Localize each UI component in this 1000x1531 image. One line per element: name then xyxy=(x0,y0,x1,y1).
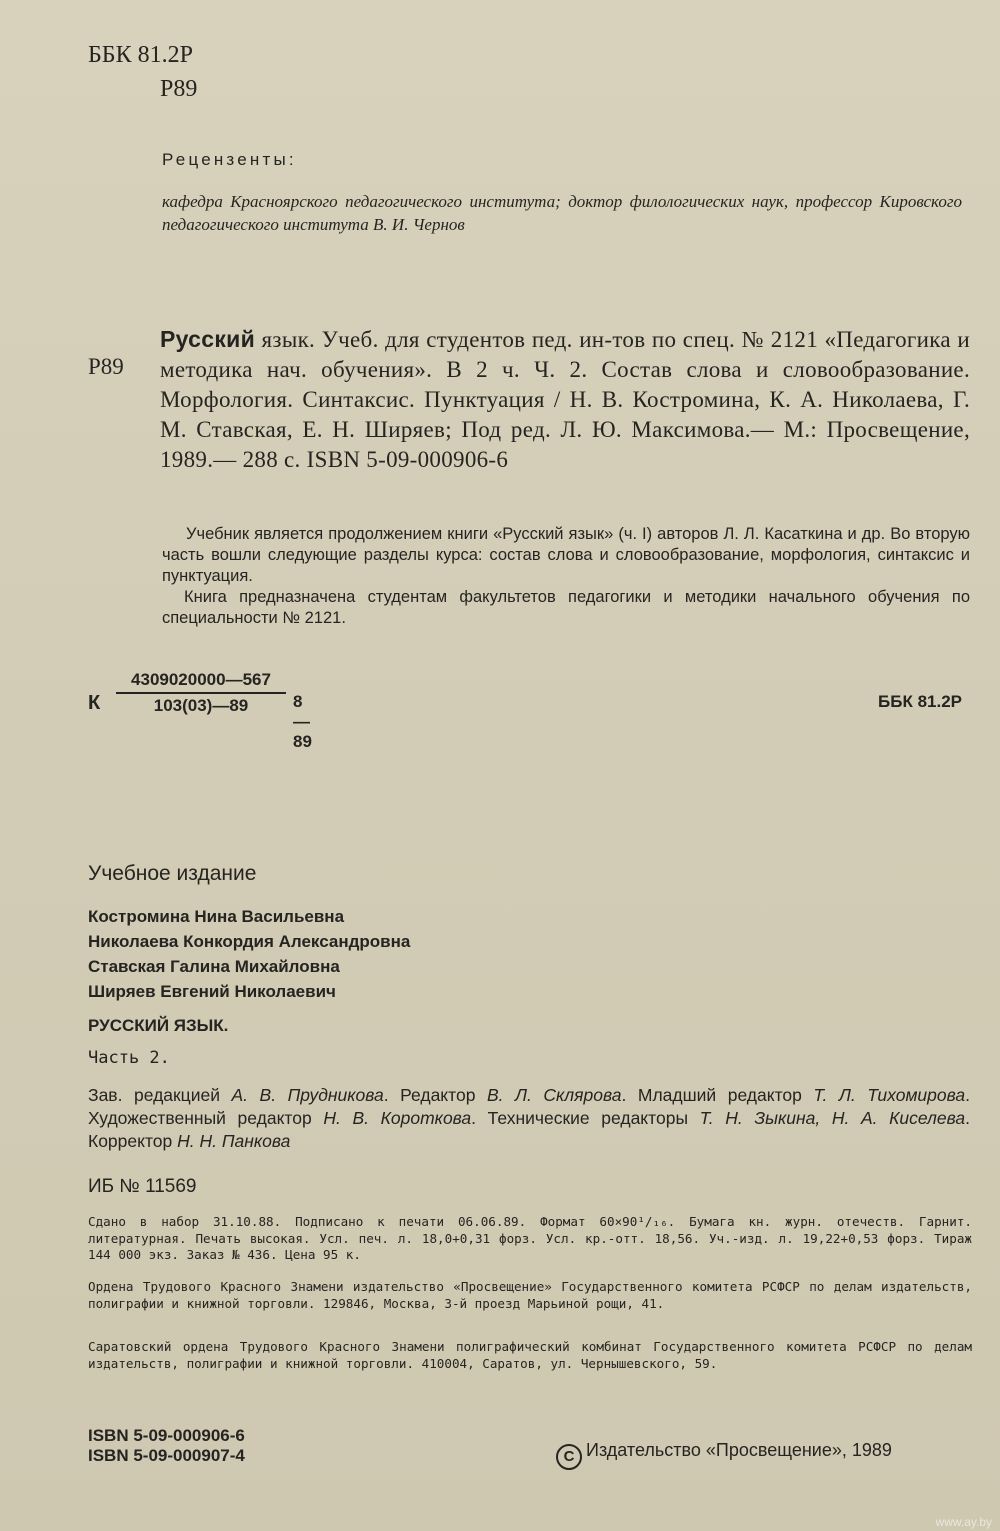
k-fraction xyxy=(116,670,286,716)
isbn-2: ISBN 5-09-000907-4 xyxy=(88,1446,245,1465)
isbn-1: ISBN 5-09-000906-6 xyxy=(88,1426,245,1445)
staff-text: . Технические редакторы xyxy=(471,1108,700,1128)
annotation xyxy=(162,524,970,629)
edition-type: Учебное издание xyxy=(88,862,257,885)
staff-text: . Корректор xyxy=(88,1108,971,1151)
description-code: Р89 xyxy=(88,354,124,379)
staff-name: Н. Н. Панкова xyxy=(177,1131,291,1151)
isbn-list xyxy=(88,1426,245,1466)
reviewers-heading: Рецензенты: xyxy=(162,150,297,169)
reviewers-text: кафедра Красноярского педагогического института; доктор филологических наук, профессор Кировского педагогического института В. И. Чернов xyxy=(162,192,962,234)
k-suffix: 8—89 xyxy=(293,692,312,751)
book-part: Часть 2. xyxy=(88,1048,170,1068)
bbk-right: ББК 81.2Р xyxy=(878,692,962,711)
publisher-info: Ордена Трудового Красного Знамени издательство «Просвещение» Государственного комитета РСФСР по делам издательств, полиграфии и книжной торговли. 129846, Москва, 3-й проезд Марьиной рощи, 41. xyxy=(88,1279,972,1311)
bbk-header xyxy=(88,38,197,106)
print-info: Сдано в набор 31.10.88. Подписано к печати 06.06.89. Формат 60×90¹/₁₆. Бумага кн. журн. отечеств. Гарнит. литературная. Печать высокая. Усл. печ. л. 18,0+0,31 форз. Усл. кр.-отт. 18,56. Уч.-изд. л. 19,22+0,53 форз. Тираж 144 000 экз. Заказ № 436. Цена 95 к. xyxy=(88,1214,972,1262)
author-name: Николаева Конкордия Александровна xyxy=(88,932,411,951)
author-name: Костромина Нина Васильевна xyxy=(88,907,345,926)
staff-name: В. Л. Склярова xyxy=(486,1085,622,1105)
staff-name: Т. Л. Тихомирова xyxy=(813,1085,966,1105)
staff-text: Зав. редакцией xyxy=(88,1085,232,1105)
copyright-text: Издательство «Просвещение», 1989 xyxy=(586,1440,892,1460)
k-numerator: 4309020000—567 xyxy=(116,670,286,694)
site-watermark: www.ay.by xyxy=(935,1515,992,1529)
staff-name: А. В. Прудникова xyxy=(231,1085,384,1105)
author-name: Ставская Галина Михайловна xyxy=(88,957,340,976)
description-text: язык. Учеб. для студентов пед. ин-тов по спец. № 2121 «Педагогика и методика нач. обучения». В 2 ч. Ч. 2. Состав слова и словообразование. Морфология. Синтаксис. Пунктуация / Н. В. Костромина, К. А. Николаева, Г. М. Ставская, Е. Н. Ширяев; Под ред. Л. Ю. Максимова.— М.: Просвещение, 1989.— 288 с. ISBN 5-09-000906-6 xyxy=(160,327,970,472)
staff-name: Н. В. Короткова xyxy=(323,1108,472,1128)
staff-name: Т. Н. Зыкина, Н. А. Киселева xyxy=(699,1108,966,1128)
staff-text: . Художественный редактор xyxy=(88,1085,970,1128)
printer-info: Саратовский ордена Трудового Красного Знамени полиграфический комбинат Государственного комитета РСФСР по делам издательств, полиграфии и книжной торговли. 410004, Саратов, ул. Чернышевского, 59. xyxy=(88,1339,972,1371)
description-title-bold: Русский xyxy=(160,326,256,352)
bbk-index: ББК 81.2Р xyxy=(88,42,193,68)
k-letter: К xyxy=(88,692,101,714)
bibliographic-description xyxy=(160,324,970,475)
author-list xyxy=(88,904,410,1004)
copyright-icon: C xyxy=(556,1444,582,1470)
editorial-staff xyxy=(88,1084,970,1153)
annotation-paragraph-1: Учебник является продолжением книги «Русский язык» (ч. I) авторов Л. Л. Касаткина и др. Во вторую часть вошли следующие разделы курса: состав слова и словообразование, морфология, синтаксис и пунктуация. xyxy=(162,525,970,585)
staff-text: . Редактор xyxy=(383,1085,487,1105)
annotation-paragraph-2: Книга предназначена студентам факультетов педагогики и методики начального обучения по специальности № 2121. xyxy=(162,588,970,627)
staff-text: . Младший редактор xyxy=(621,1085,814,1105)
author-name: Ширяев Евгений Николаевич xyxy=(88,982,336,1001)
book-title: РУССКИЙ ЯЗЫК. xyxy=(88,1016,229,1035)
copyright-line xyxy=(556,1440,892,1470)
k-denominator: 103(03)—89 xyxy=(153,696,249,715)
ib-number: ИБ № 11569 xyxy=(88,1176,197,1197)
author-mark: Р89 xyxy=(160,76,198,102)
